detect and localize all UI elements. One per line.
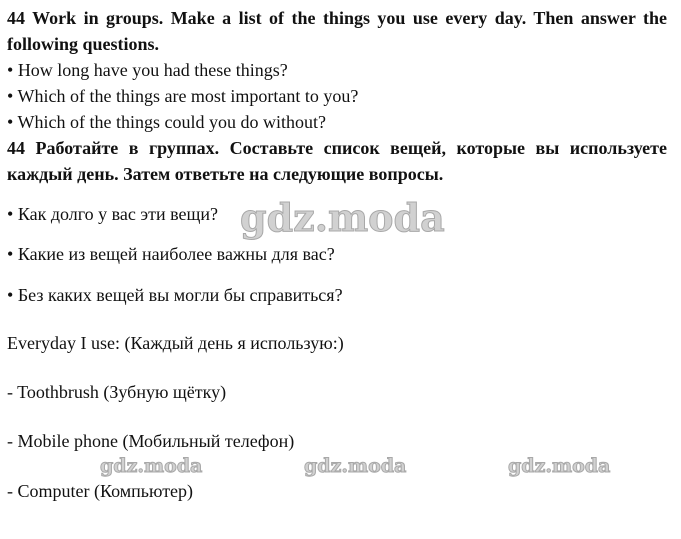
question-ru-3: • Без каких вещей вы могли бы справиться? — [7, 284, 343, 306]
exercise-heading-ru: 44 Работайте в группах. Составьте список вещей, которые вы используете каждый день. Затем ответьте на следующие вопросы. — [7, 138, 667, 184]
question-ru-2: • Какие из вещей наиболее важны для вас? — [7, 243, 335, 265]
question-en-3: • Which of the things could you do without? — [7, 111, 326, 133]
answer-intro: Everyday I use: (Каждый день я использую:) — [7, 333, 344, 353]
watermark-small-right: gdz.moda — [508, 455, 611, 477]
question-ru-1: • Как долго у вас эти вещи? — [7, 203, 218, 225]
answer-item-mobile-phone: - Mobile phone (Мобильный телефон) — [7, 431, 295, 451]
exercise-heading-en: 44 Work in groups. Make a list of the things you use every day. Then answer the following questions. — [7, 8, 667, 54]
question-en-1: • How long have you had these things? — [7, 59, 288, 81]
question-en-2: • Which of the things are most important to you? — [7, 85, 358, 107]
answer-item-computer: - Computer (Компьютер) — [7, 481, 194, 501]
watermark-logo: gdz.moda — [240, 195, 445, 240]
watermark-small-center: gdz.moda — [304, 455, 407, 477]
answer-item-toothbrush: - Toothbrush (Зубную щётку) — [7, 382, 227, 402]
watermark-small-left: gdz.moda — [100, 455, 203, 477]
